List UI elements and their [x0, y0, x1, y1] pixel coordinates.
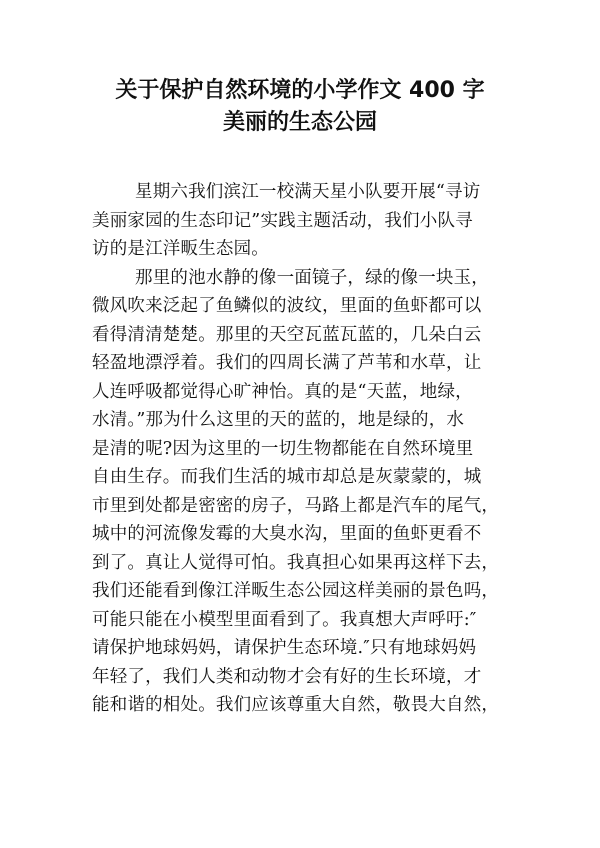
paragraph-line: 看得清清楚楚。那里的天空瓦蓝瓦蓝的，几朵白云 [92, 324, 482, 345]
paragraph-line: 请保护地球妈妈，请保护生态环境.″只有地球妈妈 [92, 638, 477, 658]
paragraph-line: 市里到处都是密密的房子，马路上都是汽车的尾气， [92, 495, 500, 516]
paragraph-line: 自由生存。而我们生活的城市却总是灰蒙蒙的，城 [92, 467, 482, 487]
paragraph-line: 能和谐的相处。我们应该尊重大自然，敬畏大自然， [92, 695, 500, 715]
paragraph-line: 星期六我们滨江一校满天星小队要开展“寻访 [135, 182, 481, 202]
paragraph-line: 水清。”那为什么这里的天的蓝的，地是绿的，水 [92, 410, 465, 430]
paragraph-line: 人连呼吸都觉得心旷神怡。真的是“天蓝，地绿， [92, 381, 473, 402]
paragraph-line: 那里的池水静的像一面镜子，绿的像一块玉， [135, 267, 489, 288]
document-body [92, 178, 517, 720]
paragraph-line: 可能只能在小模型里面看到了。我真想大声呼吁:″ [92, 609, 477, 630]
paragraph-line: 轻盈地漂浮着。我们的四周长满了芦苇和水草，让 [92, 353, 482, 373]
paragraph-line: 到了。真让人觉得可怕。我真担心如果再这样下去， [92, 552, 500, 573]
paragraph-line: 美丽家园的生态印记”实践主题活动，我们小队寻 [92, 210, 473, 231]
document-title: 关于保护自然环境的小学作文 400 字 [115, 78, 485, 103]
paragraph-line: 微风吹来泛起了鱼鳞似的波纹，里面的鱼虾都可以 [92, 296, 482, 316]
document-subtitle: 美丽的生态公园 [222, 110, 377, 135]
paragraph-line: 访的是江洋畈生态园。 [92, 239, 269, 259]
paragraph-line: 我们还能看到像江洋畈生态公园这样美丽的景色吗， [92, 581, 500, 601]
paragraph-line: 是清的呢?因为这里的一切生物都能在自然环境里 [92, 438, 474, 459]
paragraph-line: 年轻了，我们人类和动物才会有好的生长环境，才 [92, 666, 482, 687]
paragraph-line: 城中的河流像发霉的大臭水沟，里面的鱼虾更看不 [92, 524, 482, 544]
